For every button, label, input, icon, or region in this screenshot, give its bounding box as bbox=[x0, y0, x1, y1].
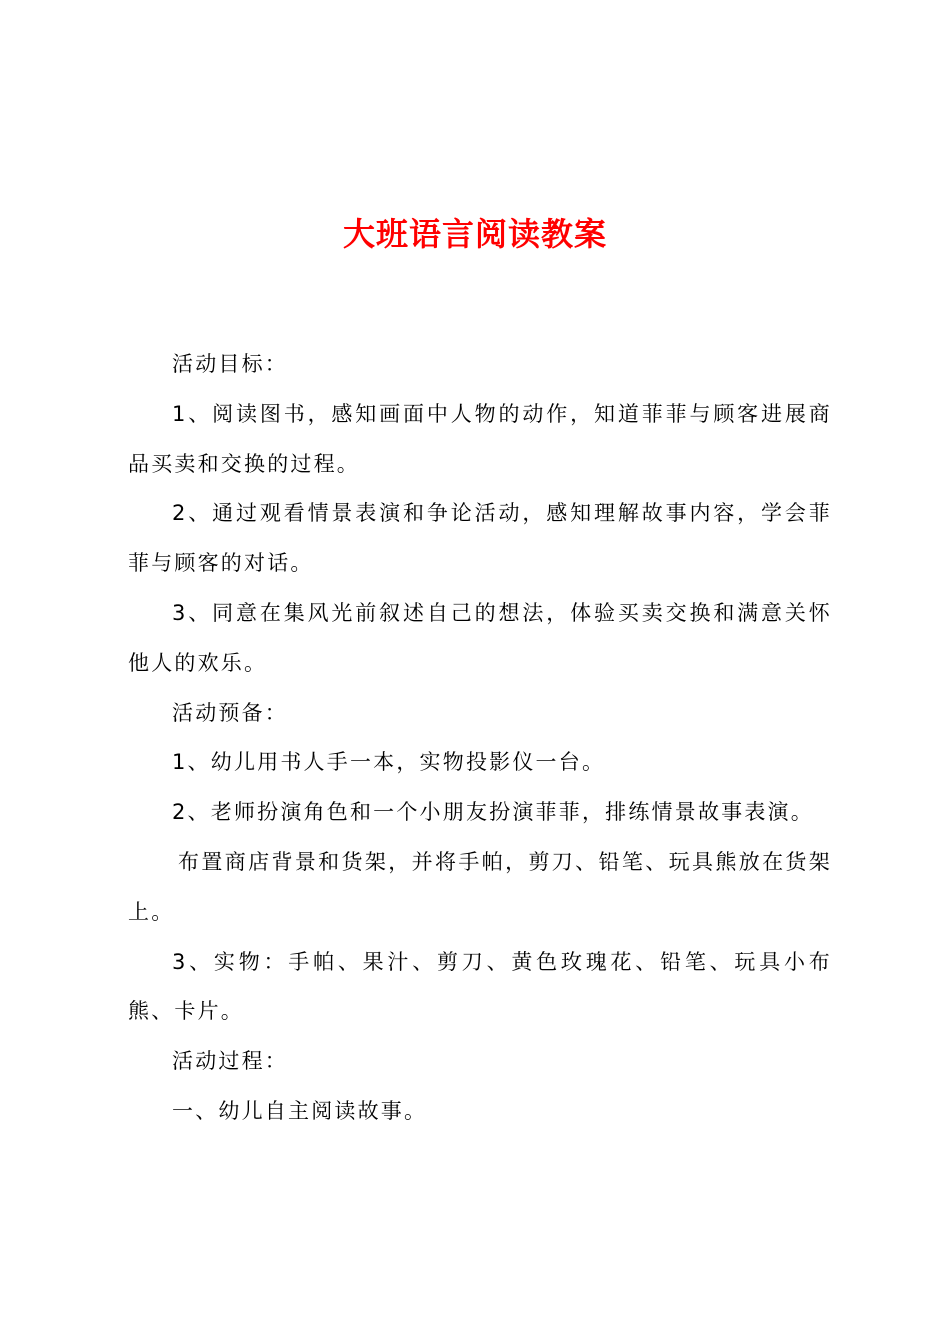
document-title: 大班语言阅读教案 bbox=[342, 215, 607, 253]
objective-item-3: 3、同意在集风光前叙述自己的想法，体验买卖交换和满意关怀他人的欢乐。 bbox=[128, 600, 832, 675]
preparation-item-1: 1、幼儿用书人手一本，实物投影仪一台。 bbox=[172, 750, 606, 775]
preparation-note: 布置商店背景和货架，并将手帕，剪刀、铅笔、玩具熊放在货架上。 bbox=[128, 849, 832, 924]
objective-item-2: 2、通过观看情景表演和争论活动，感知理解故事内容，学会菲菲与顾客的对话。 bbox=[128, 501, 832, 576]
objective-item-1: 1、阅读图书，感知画面中人物的动作，知道菲菲与顾客进展商品买卖和交换的过程。 bbox=[128, 401, 832, 476]
process-step-1: 一、幼儿自主阅读故事。 bbox=[172, 1098, 428, 1123]
section-heading-objectives: 活动目标： bbox=[172, 352, 288, 376]
preparation-item-3: 3、实物：手帕、果汁、剪刀、黄色玫瑰花、铅笔、玩具小布熊、卡片。 bbox=[128, 949, 832, 1024]
section-heading-process: 活动过程： bbox=[172, 1049, 288, 1074]
preparation-item-2: 2、老师扮演角色和一个小朋友扮演菲菲，排练情景故事表演。 bbox=[172, 800, 814, 825]
section-heading-preparation: 活动预备： bbox=[172, 700, 288, 725]
document-body bbox=[128, 340, 832, 1137]
